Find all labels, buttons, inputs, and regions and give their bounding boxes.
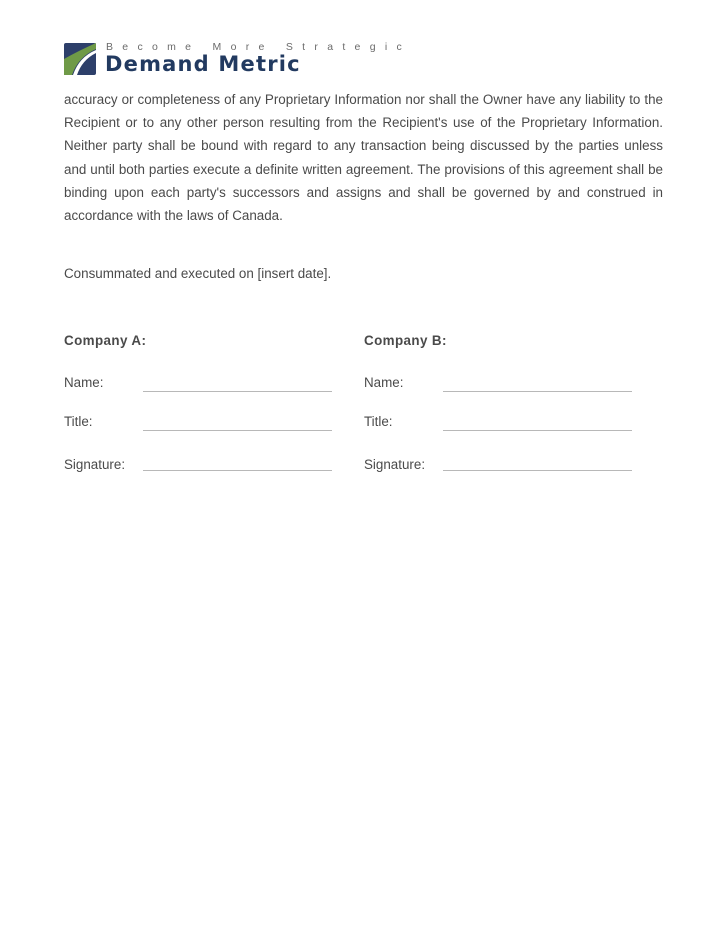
- company-a-heading: Company A:: [64, 333, 147, 348]
- company-a-name-label: Name:: [64, 375, 104, 390]
- company-b-title-field: [364, 414, 634, 434]
- company-b-signature-block: [364, 333, 644, 472]
- demand-metric-logo-icon: [64, 43, 96, 75]
- company-b-signature-field: [364, 457, 634, 477]
- company-a-signature-line[interactable]: [143, 470, 332, 471]
- company-a-name-field: [64, 375, 334, 395]
- company-a-signature-label: Signature:: [64, 457, 126, 472]
- company-b-title-line[interactable]: [443, 430, 632, 431]
- company-a-title-line[interactable]: [143, 430, 332, 431]
- company-a-signature-block: [64, 333, 344, 472]
- company-a-name-line[interactable]: [143, 391, 332, 392]
- company-b-name-field: [364, 375, 634, 395]
- logo: [64, 40, 412, 78]
- company-b-signature-label: Signature:: [364, 457, 426, 472]
- company-a-title-label: Title:: [64, 414, 93, 429]
- logo-tagline: Become More Strategic: [106, 41, 412, 53]
- execution-date-line: Consummated and executed on [insert date].: [64, 266, 332, 281]
- company-b-name-line[interactable]: [443, 391, 632, 392]
- company-a-signature-field: [64, 457, 334, 477]
- company-b-heading: Company B:: [364, 333, 447, 348]
- company-a-title-field: [64, 414, 334, 434]
- company-b-signature-line[interactable]: [443, 470, 632, 471]
- agreement-paragraph: accuracy or completeness of any Proprietary Information nor shall the Owner have any liability to the Recipient or to any other person resulting from the Recipient's use of the Proprietary Information. Neither party shall be bound with regard to any transaction being discussed by the parties unless and until both parties execute a definite written agreement. The provisions of this agreement shall be binding upon each party's successors and assigns and shall be governed by and construed in accordance with the laws of Canada.: [64, 92, 663, 224]
- company-b-name-label: Name:: [364, 375, 404, 390]
- logo-brand-name: Demand Metric: [105, 52, 301, 76]
- company-b-title-label: Title:: [364, 414, 393, 429]
